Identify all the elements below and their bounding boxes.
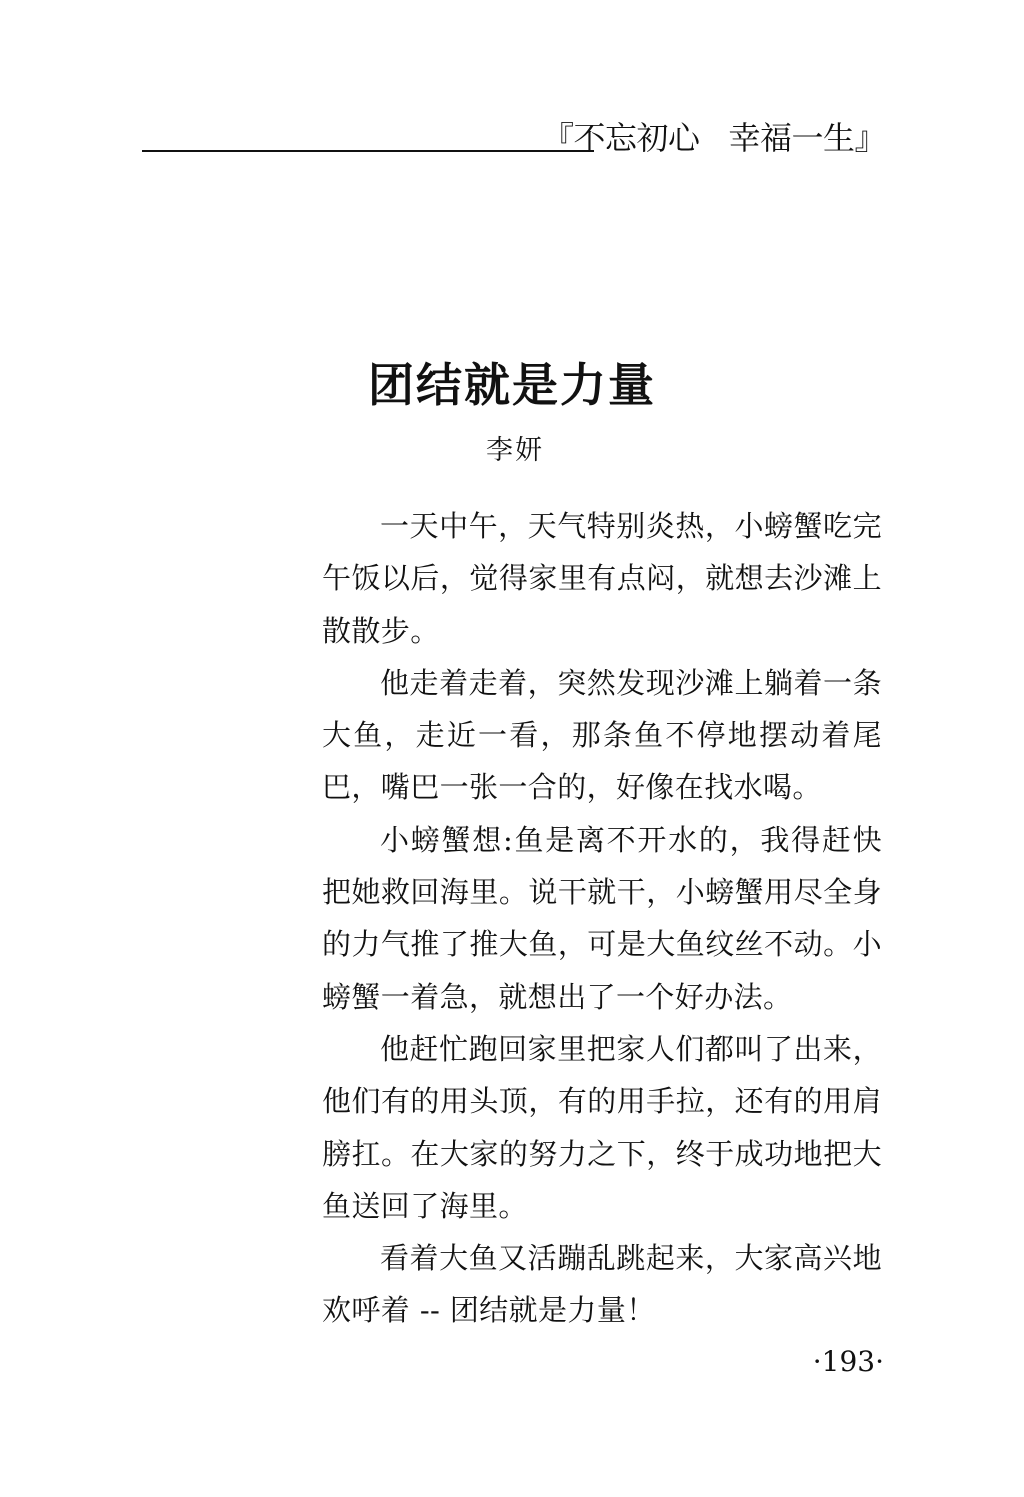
paragraph: 他赶忙跑回家里把家人们都叫了出来，他们有的用头顶，有的用手拉，还有的用肩膀扛。在大家的努力之下，终于成功地把大鱼送回了海里。 — [322, 1031, 882, 1223]
header-rule — [142, 150, 594, 152]
article-body — [322, 500, 882, 1337]
paragraph: 小螃蟹想:鱼是离不开水的，我得赶快把她救回海里。说干就干，小螃蟹用尽全身的力气推了推大鱼，可是大鱼纹丝不动。小螃蟹一着急，就想出了一个好办法。 — [322, 822, 882, 1014]
paragraph: 一天中午，天气特别炎热，小螃蟹吃完午饭以后，觉得家里有点闷，就想去沙滩上散散步。 — [322, 509, 882, 648]
page-number: ·193· — [812, 1345, 884, 1378]
running-header: 『不忘初心 幸福一生』 — [541, 119, 886, 157]
paragraph: 他走着走着，突然发现沙滩上躺着一条大鱼，走近一看，那条鱼不停地摆动着尾巴，嘴巴一张一合的，好像在找水喝。 — [322, 665, 882, 805]
paragraph: 看着大鱼又活蹦乱跳起来，大家高兴地欢呼着 -- 团结就是力量！ — [322, 1241, 882, 1328]
article-author: 李妍 — [486, 435, 544, 466]
article-title: 团结就是力量 — [368, 358, 656, 412]
